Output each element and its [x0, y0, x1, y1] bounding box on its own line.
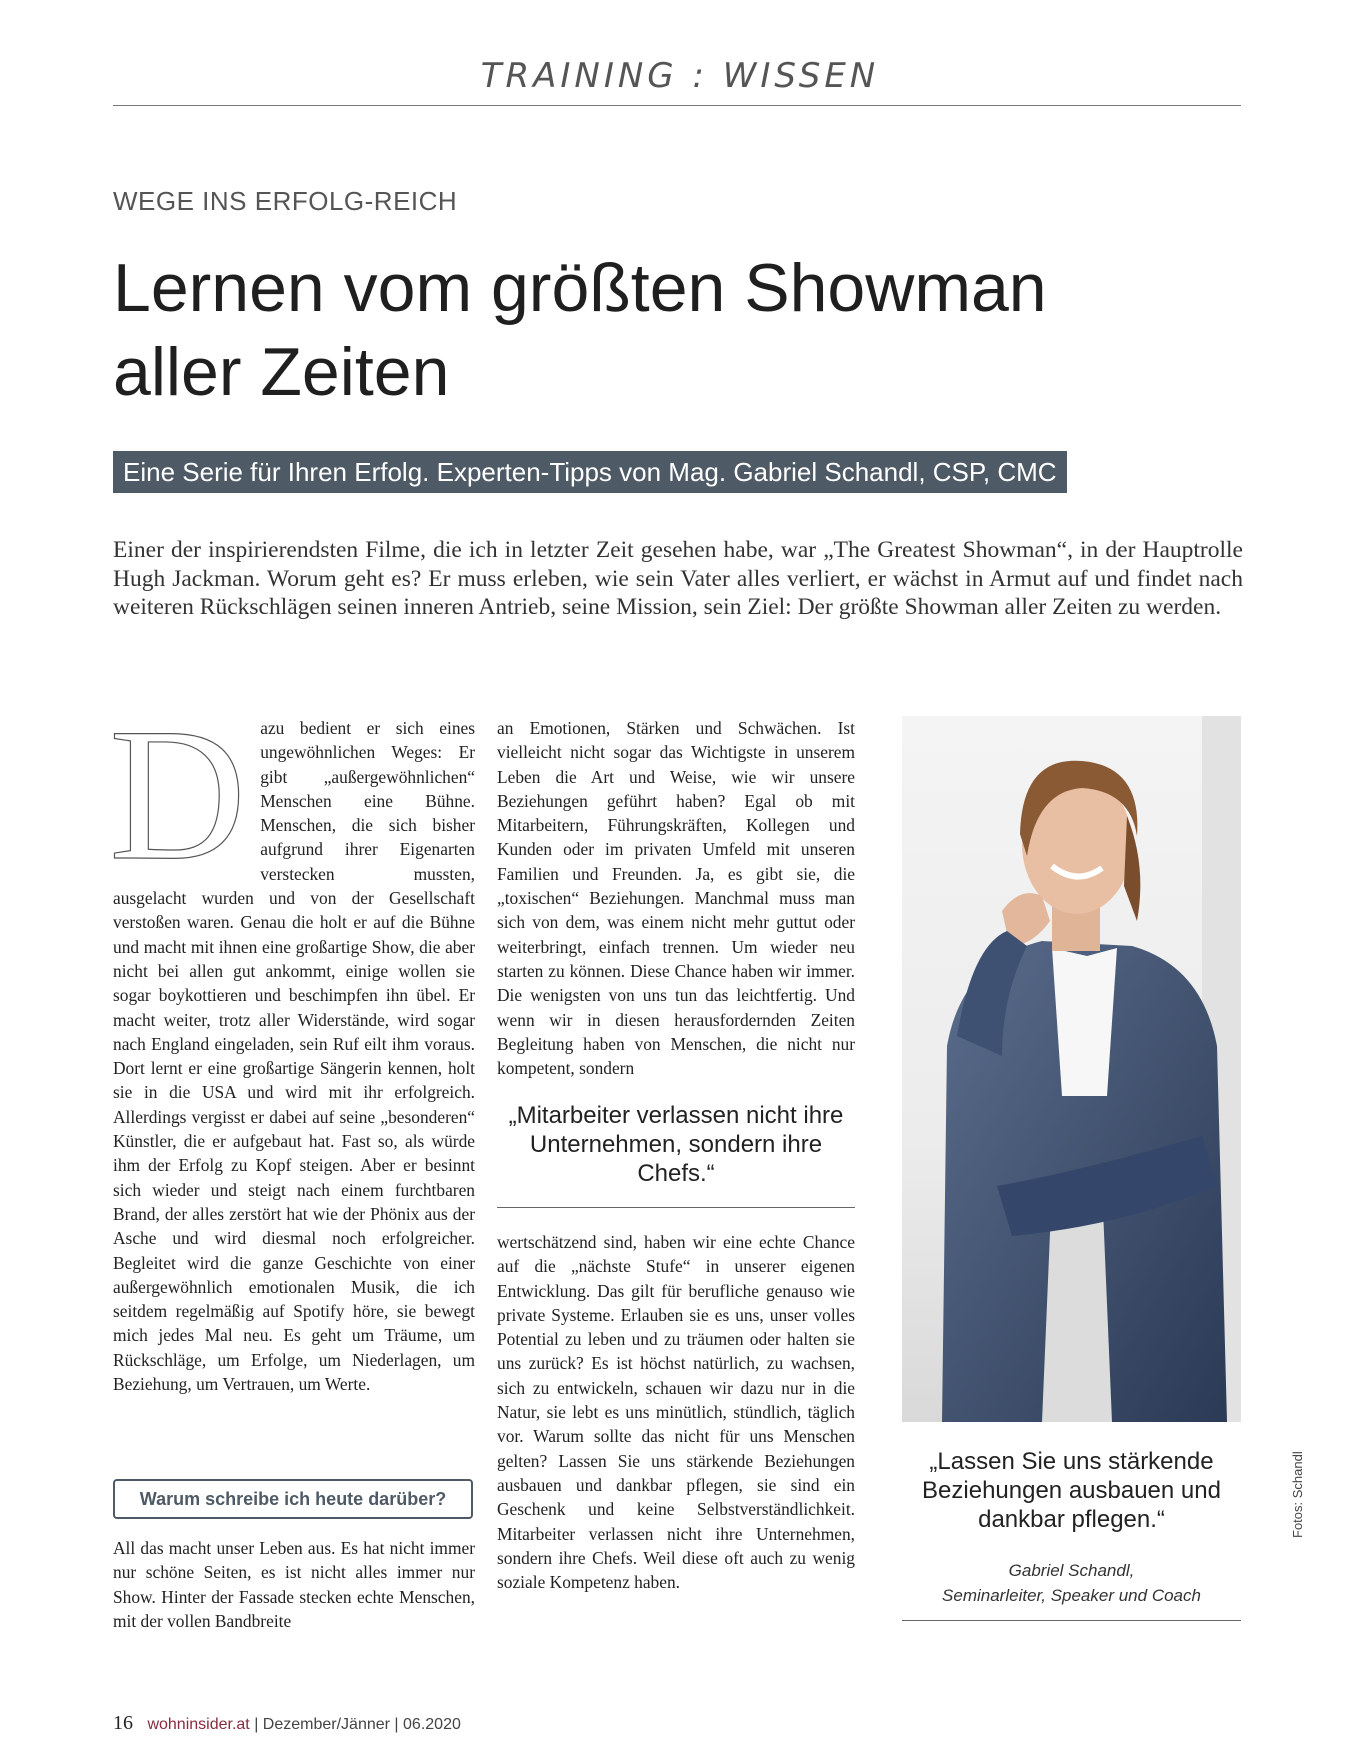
pull-quote: „Mitarbeiter verlassen nicht ihre Unternehmen, sondern ihre Chefs.“	[508, 1102, 844, 1187]
body-column-1-continued: All das macht unser Leben aus. Es hat nicht immer nur schöne Seiten, es ist nicht alles immer nur Show. Hinter der Fassade stecken echte Menschen, mit der vollen Bandbreite	[113, 1538, 475, 1631]
kicker: WEGE INS ERFOLG-REICH	[113, 186, 458, 216]
body-column-1-text: azu bedient er sich eines ungewöhnlichen Weges: Er gibt „außergewöhnlichen“ Menschen eine Bühne. Menschen, die sich bisher aufgrund ihrer Eigenarten verstecken mussten, ausgelacht wurden und von der Gesellschaft verstoßen waren. Genau die holt er auf die Bühne und macht mit ihnen eine großartige Show, die aber nicht bei allen gut ankommt, einige wollen sie sogar boykottieren und beschimpfen ihn übel. Er macht weiter, trotz aller Widerstände, wird sogar nach England eingeladen, sein Ruf eilt ihm voraus. Dort lernt er eine großartige Sängerin kennen, holt sie in die USA und wird mit ihr erfolgreich. Allerdings vergisst er dabei auf seine „besonderen“ Künstler, die er aufgebaut hat. Fast so, als würde ihm der Erfolg zu Kopf steigen. Aber er besinnt sich wieder und steigt nach einem furchtbaren Brand, der alles zerstört hat wie der Phönix aus der Asche und wird diesmal noch erfolgreicher. Begleitet wird die ganze Geschichte von einer außergewöhnlich emotionalen Musik, die ich seitdem regelmäßig auf Spotify höre, sie bewegt mich jedes Mal neu. Es geht um Träume, um Rückschläge, um Erfolge, um Niederlagen, um Beziehung, um Vertrauen, um Werte.	[113, 718, 475, 1395]
body-column-2-continued: wertschätzend sind, haben wir eine echte Chance auf die „nächste Stufe“ in unserer eigenen Entwicklung. Das gilt für berufliche genauso wie private Systeme. Erlauben sie es uns, unser volles Potential zu leben und zu träumen oder halten sie uns zurück? Es ist höchst natürlich, zu wachsen, sich zu entwickeln, schauen wir dazu nur in die Natur, sie lebt es uns minütlich, stündlich, täglich vor. Warum sollte das nicht für uns Menschen gelten? Lassen Sie uns stärkende Beziehungen ausbauen und dankbar pflegen, sie sind ein Geschenk und keine Selbstverständlichkeit. Mitarbeiter verlassen nicht ihre Unternehmen, sondern ihre Chefs. Weil diese oft auch zu wenig soziale Kompetenz haben.	[497, 1232, 855, 1593]
lead-paragraph: Einer der inspirierendsten Filme, die ich in letzter Zeit gesehen habe, war „The Greatest Showman“, in der Hauptrolle Hugh Jackman. Worum geht es? Er muss erleben, wie sein Vater alles verliert, er wächst in Armut auf und findet nach weiteren Rückschlägen seinen inneren Antrieb, seine Mission, sein Ziel: Der größte Showman aller Zeiten zu werden.	[113, 537, 1243, 620]
footer-site: wohninsider.at	[147, 1716, 250, 1733]
headline-line-2: aller Zeiten	[113, 334, 450, 410]
author-role: Seminarleiter, Speaker und Coach	[942, 1586, 1201, 1605]
body-column-2: an Emotionen, Stärken und Schwächen. Ist vielleicht nicht sogar das Wichtigste in unserem Leben die Art und Weise, wie wir unsere Beziehungen geführt haben? Egal ob mit Mitarbeitern, Führungskräften, Kollegen und Kunden oder im privaten Umfeld mit unseren Familien und Freunden. Ja, es gibt sie, die „toxischen“ Beziehungen. Manchmal muss man sich von dem, was einem nicht mehr guttut oder weiterbringt, einfach trennen. Um wieder neu starten zu können. Diese Chance haben wir immer. Die wenigsten von uns tun das leichtfertig. Und wenn wir in diesen herausfordernden Zeiten Begleitung haben von Menschen, die nicht nur kompetent, sondern	[497, 718, 855, 1079]
pull-quote-divider	[497, 1207, 855, 1208]
subheading-box: Warum schreibe ich heute darüber?	[113, 1479, 473, 1519]
author-byline	[902, 1558, 1241, 1608]
page-number: 16	[113, 1712, 133, 1734]
author-photo	[902, 716, 1241, 1422]
header-divider	[113, 105, 1241, 106]
section-label: TRAINING : WISSEN	[480, 56, 880, 96]
author-name: Gabriel Schandl,	[1008, 1561, 1135, 1580]
drop-cap: D	[109, 690, 247, 900]
headline	[113, 246, 1213, 414]
footer-issue: | Dezember/Jänner | 06.2020	[254, 1716, 461, 1733]
headline-line-1: Lernen vom größten Showman	[113, 250, 1047, 326]
sidebar-quote: „Lassen Sie uns stärkende Beziehungen ausbauen und dankbar pflegen.“	[922, 1448, 1221, 1533]
body-column-1	[109, 690, 475, 1396]
page-footer	[113, 1712, 461, 1735]
photo-credit: Fotos: Schandl	[1290, 1451, 1305, 1538]
series-banner: Eine Serie für Ihren Erfolg. Experten-Tipps von Mag. Gabriel Schandl, CSP, CMC	[113, 451, 1067, 493]
sidebar-divider	[902, 1620, 1241, 1621]
